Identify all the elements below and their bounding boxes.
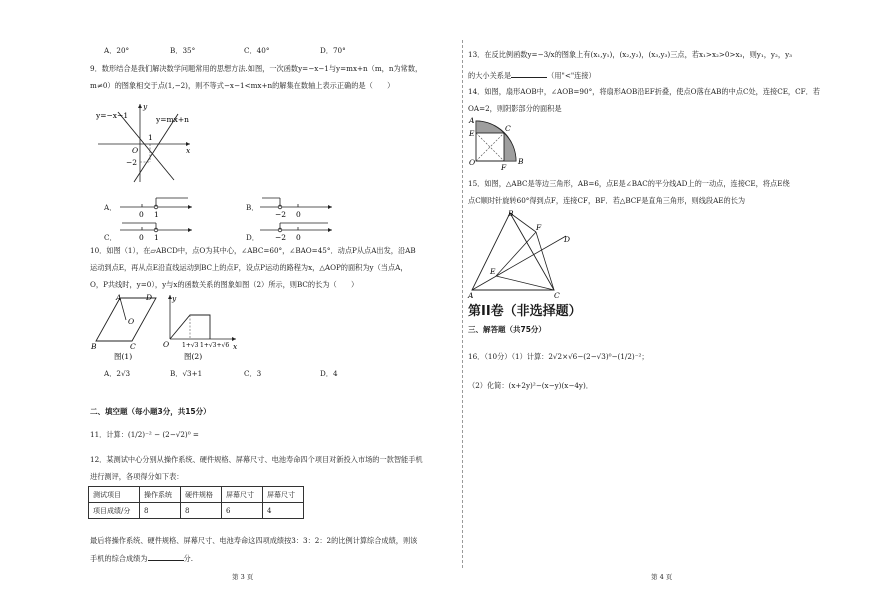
q10-option-b: B．√3+1: [170, 369, 203, 378]
q14-text-line1: 14．如图，扇形AOB中，∠AOB=90°，将扇形AOB沿EF折叠，使点O落在AB的中点C处，连接CE，CF．若: [468, 87, 820, 96]
q10-option-c: C．3: [244, 369, 262, 378]
q9-numberline-b: [258, 194, 336, 222]
q14-label-c: C: [505, 124, 511, 133]
q8-option-b: B．35°: [170, 46, 196, 55]
q10-figure-1: [90, 293, 162, 361]
q12-score-table: [88, 486, 304, 519]
q9-option-d: D．: [246, 233, 259, 242]
q10-fig2-y: y: [172, 294, 177, 303]
q13-text-line1: 13．在反比例函数y=−3/x的图象上有(x₁,y₁)，(x₂,y₂)，(x₃,y₃)三点，若x₁>x₂>0>x₃，则y₁，y₂，y₃: [468, 50, 793, 59]
q9-axis-x: x: [186, 146, 191, 155]
q14-figure: [466, 115, 526, 173]
q9-tick-one: 1: [148, 133, 153, 142]
section-solution-heading: 三、解答题（共75分）: [468, 325, 546, 334]
q9-a-zero: 0: [139, 210, 144, 219]
q14-label-f: F: [501, 163, 507, 172]
q9-text-line1: 9．数形结合是我们解决数学问题常用的思想方法.如图，一次函数y=−x−1与y=mx+n（m，n为常数，: [90, 64, 423, 73]
q9-d-neg-two: −2: [275, 233, 287, 242]
q12-row-label: 项目成绩/分: [89, 503, 140, 519]
page-number-right: 第 4 页: [651, 573, 673, 581]
q12-text-line2: 进行测评，各项得分如下表：: [90, 472, 184, 481]
page-divider: [462, 40, 463, 568]
q12-header-cell: 屏幕尺寸: [263, 487, 304, 503]
q14-text-line2: OA=2，则阴影部分的面积是: [468, 104, 562, 113]
q12-score-cell: 8: [140, 503, 181, 519]
q15-label-b: B: [508, 209, 514, 218]
q9-b-neg-two: −2: [275, 210, 287, 219]
q10-text-line1: 10．如图（1），在▱ABCD中，点O为其中心，∠ABC=60°，∠BAO=45°．动点P从点A出发，沿AB: [90, 246, 416, 255]
q9-numberline-a: [118, 194, 196, 222]
q9-numberline-d: [258, 222, 336, 246]
q15-text-line1: 15．如图，△ABC是等边三角形，AB=6，点E是∠BAC的平分线AD上的一动点，连接CE，将点E绕: [468, 179, 790, 188]
q10-fig1-a: A: [116, 293, 122, 302]
q9-c-zero: 0: [139, 233, 144, 242]
q12-header-cell: 硬件规格: [181, 487, 222, 503]
q9-axis-y: y: [143, 102, 148, 111]
q8-option-d: D．70°: [320, 46, 346, 55]
q15-label-f: F: [536, 223, 542, 232]
q14-label-e: E: [469, 129, 475, 138]
q12-answer-blank: [148, 553, 184, 561]
q12-score-cell: 4: [263, 503, 304, 519]
section-fill-in-heading: 二、填空题（每小题3分，共15分）: [90, 407, 211, 416]
q9-label-line2: y=mx+n: [156, 115, 189, 124]
q13-text-line2-start: 的大小关系是: [468, 71, 512, 80]
q15-label-a: A: [468, 291, 474, 300]
q10-fig2-o: O: [163, 340, 170, 349]
q12-header-cell: 操作系统: [140, 487, 181, 503]
q8-option-c: C．40°: [244, 46, 270, 55]
q9-option-b: B．: [246, 203, 259, 212]
q12-text-line4-start: 手机的综合成绩为: [90, 554, 148, 563]
q9-tick-minus-two: −2: [126, 158, 138, 167]
q12-text-line1: 12．某测试中心分别从操作系统、硬件规格、屏幕尺寸、电池寿命四个项目对新投入市场的一款智能手机: [90, 455, 423, 464]
q9-graph: [90, 100, 200, 185]
q15-label-e: E: [490, 267, 496, 276]
q15-label-c: C: [554, 291, 560, 300]
q10-fig1-d: D: [146, 293, 153, 302]
q9-d-zero: 0: [296, 233, 301, 242]
page-number-left: 第 3 页: [232, 573, 254, 581]
q10-fig1-b: B: [91, 342, 97, 351]
q10-fig1-o: O: [128, 317, 135, 326]
q10-option-d: D．4: [320, 369, 338, 378]
q10-fig1-caption: 图(1): [114, 352, 133, 361]
q9-option-c: C．: [104, 233, 117, 242]
q14-label-a: A: [469, 116, 475, 125]
q9-option-a: A．: [104, 203, 117, 212]
q12-text-line3: 最后将操作系统、硬件规格、屏幕尺寸、电池寿命这四项成绩按3：3：2：2的比例计算综合成绩，则该: [90, 536, 418, 545]
q9-origin: O: [132, 146, 139, 155]
q10-figure-2: [160, 293, 240, 361]
q16-part2: （2）化简：(x+2y)²−(x−y)(x−4y)．: [468, 381, 593, 390]
q13-text-line2: [468, 70, 596, 80]
q9-b-zero: 0: [296, 210, 301, 219]
q10-fig2-tick1: 1+√3: [182, 342, 199, 349]
q12-score-cell: 8: [181, 503, 222, 519]
q13-text-line2-end: （用"<"连接）: [547, 71, 596, 80]
q9-numberline-c: [118, 222, 196, 246]
q15-label-d: D: [564, 235, 571, 244]
q10-option-a: A．2√3: [104, 369, 131, 378]
q16-part1: 16．（10分）（1）计算：2√2×√6−(2−√3)⁰−(1/2)⁻²；: [468, 352, 649, 361]
q10-fig2-tick2: 1+√3+√6: [200, 342, 230, 349]
q12-header-cell: 测试项目: [89, 487, 140, 503]
q9-c-one: 1: [154, 233, 159, 242]
q10-fig1-c: C: [130, 342, 136, 351]
q8-option-a: A．20°: [104, 46, 130, 55]
q10-text-line2: 运动到点E，再从点E沿直线运动到BC上的点F，设点P运动的路程为x，△AOP的面积为y（当点A，: [90, 263, 408, 272]
q14-label-b: B: [518, 157, 524, 166]
q12-text-line4-end: 分.: [183, 554, 193, 563]
q15-text-line2: 点C顺时针旋转60°得到点F，连接CF，BF．若△BCF是直角三角形，则线段AE的长为: [468, 196, 746, 205]
q10-fig2-caption: 图(2): [184, 352, 203, 361]
q15-figure: [466, 208, 586, 298]
q9-a-one: 1: [154, 210, 159, 219]
part-two-title: 第II卷（非选择题）: [468, 304, 582, 319]
q10-fig2-x: x: [233, 342, 238, 351]
q10-text-line3: O，P共线时，y=0），y与x的函数关系的图象如图（2）所示，则BC的长为（ ）: [90, 280, 359, 289]
q13-answer-blank: [511, 70, 547, 78]
q9-label-line1: y=−x−1: [96, 111, 129, 120]
q11-text: 11．计算：(1/2)⁻² − (2−√2)⁰ =: [90, 430, 199, 439]
q12-score-cell: 6: [222, 503, 263, 519]
q12-text-line4: [90, 553, 193, 563]
q14-label-o: O: [469, 158, 476, 167]
q12-header-cell: 屏幕尺寸: [222, 487, 263, 503]
q9-text-line2: m≠0）的图象相交于点(1,−2)，则不等式−x−1<mx+n的解集在数轴上表示正确的是（ ）: [90, 81, 395, 90]
